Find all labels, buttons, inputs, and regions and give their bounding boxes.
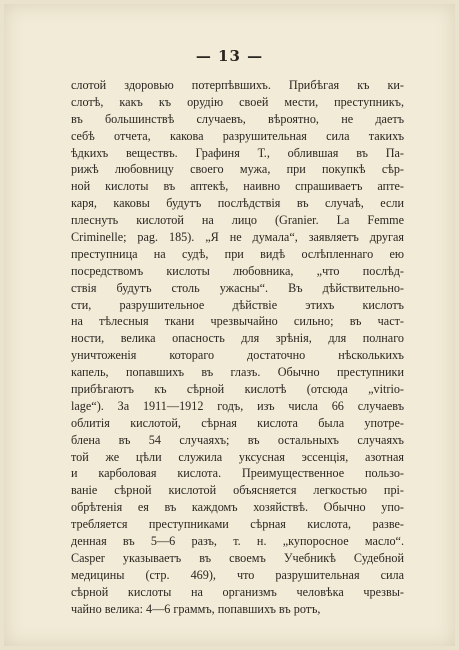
text-line: той же цѣли служила уксусная эссенція, азотная xyxy=(71,449,404,464)
text-line: ваніе сѣрной кислотой объясняется легкостью прі- xyxy=(71,483,404,498)
text-line: капель, попавшихъ въ глазъ. Обычно преступники xyxy=(71,365,404,380)
text-line: медицины (стр. 469), что разрушительная сила xyxy=(71,567,404,582)
text-line: Criminelle; pag. 185). „Я не думала“, заявляетъ другая xyxy=(71,230,404,245)
text-line: слотой здоровью потерпѣвшихъ. Прибѣгая къ ки- xyxy=(71,78,404,92)
text-line: обрѣтенія ея въ каждомъ хозяйствѣ. Обычно упо- xyxy=(71,500,404,515)
text-line: облитія кислотой, сѣрная кислота была употре- xyxy=(71,415,404,430)
text-line: Casper указываетъ въ своемъ Учебникѣ Судебной xyxy=(71,550,404,565)
text-line: денная въ 5—6 разъ, т. н. „купоросное масло“. xyxy=(71,534,404,549)
text-line: себѣ отчета, какова разрушительная сила такихъ xyxy=(71,128,404,143)
text-line: сѣрной кислоты на организмъ человѣка чрезвы- xyxy=(71,584,404,599)
text-line: ствія будутъ столь ужасны“. Въ дѣйствительно- xyxy=(71,280,404,295)
text-line: преступница на судѣ, при видѣ ослѣпленнаго ею xyxy=(71,246,404,261)
text-line: въ большинствѣ случаевъ, вѣроятно, не даетъ xyxy=(71,111,404,126)
text-line: чайно велика: 4—6 граммъ, попавшихъ въ ротъ, xyxy=(71,601,321,616)
text-line: плеснуть кислотой на лицо (Granier. La Femme xyxy=(71,213,404,228)
page-number-header: — 13 — xyxy=(195,47,264,65)
text-line: уничтоженія котораго достаточно нѣсколькихъ xyxy=(71,348,404,363)
page-body xyxy=(71,77,404,618)
text-line: ной кислоты въ аптекѣ, наивно спрашиваетъ апте- xyxy=(71,179,404,194)
text-line: и карболовая кислота. Преимущественное пользо- xyxy=(71,466,404,481)
text-line: слотѣ, какъ къ орудію своей мести, преступникъ, xyxy=(71,94,404,109)
text-line: блена въ 54 случаяхъ; въ остальныхъ случаяхъ xyxy=(71,432,404,447)
text-line: lage“). За 1911—1912 годъ, изъ числа 66 случаевъ xyxy=(71,398,404,413)
text-line: каря, каковы будутъ послѣдствія въ случаѣ, если xyxy=(71,196,404,211)
text-line: сти, разрушительное дѣйствіе этихъ кислотъ xyxy=(71,297,404,312)
text-line: ности, велика опасность для зрѣнія, для полнаго xyxy=(71,331,404,346)
text-line: на тѣлесныя ткани чрезвычайно сильно; въ част- xyxy=(71,314,404,329)
text-line: рижѣ любовницу своего мужа, при покупкѣ сѣр- xyxy=(71,162,404,177)
text-line: посредствомъ кислоты любовника, „что послѣд- xyxy=(71,263,404,278)
text-line: ѣдкихъ веществъ. Графиня Т., облившая въ Па- xyxy=(71,145,404,160)
text-line: прибѣгаютъ къ сѣрной кислотѣ (отсюда „vitrio- xyxy=(71,382,404,397)
text-line: требляется преступниками сѣрная кислота, разве- xyxy=(71,517,404,532)
